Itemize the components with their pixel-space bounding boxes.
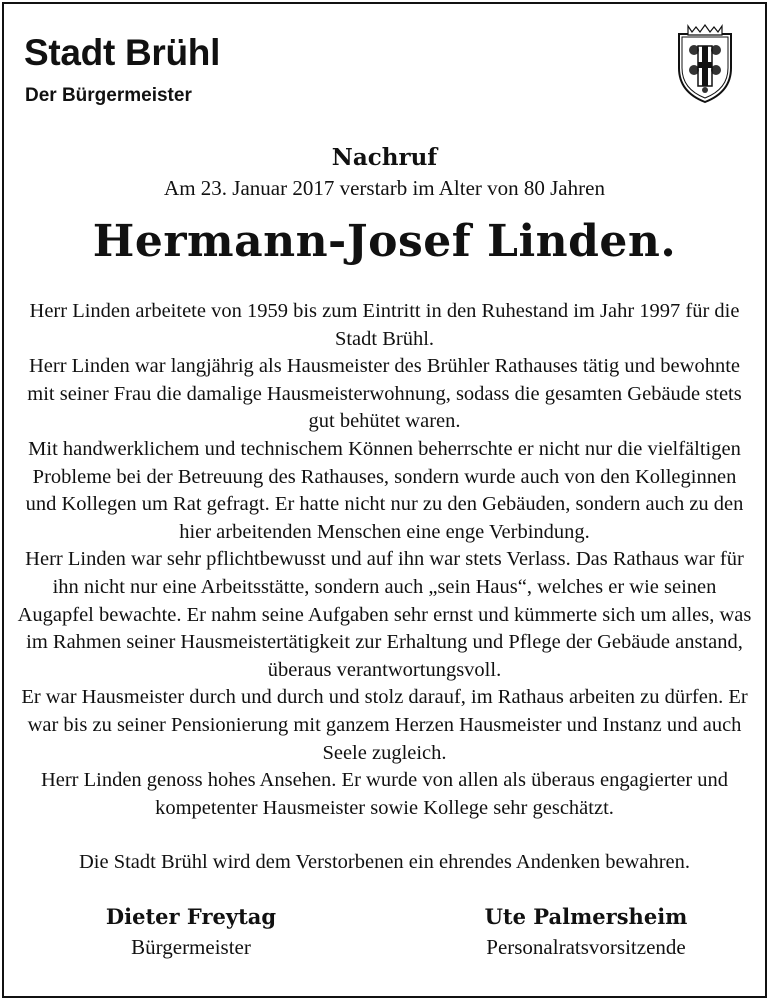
body-paragraph: Mit handwerklichem und technischem Können beherrschte er nicht nur die vielfältigen Probleme bei der Betreuung des Rathauses, sondern wurde auch von den Kolleginnen und Kollegen um Rat gefragt. Er hatte nicht nur zu den Gebäuden, sondern auch zu den hier arbeitenden Menschen eine enge Verbindung. (25, 437, 744, 543)
signatory-title: Personalratsvorsitzende (486, 935, 686, 959)
closing-line: Die Stadt Brühl wird dem Verstorbenen ein ehrendes Andenken bewahren. (78, 851, 691, 873)
signatory-title: Bürgermeister (131, 935, 251, 959)
signatory-name: Dieter Freytag (105, 904, 277, 929)
body-paragraph: Herr Linden war sehr pflichtbewusst und auf ihn war stets Verlass. Das Rathaus war für ihn nicht nur eine Arbeitsstätte, sondern auch „sein Haus“, welches er wie seinen Augapfel bewachte. Er nahm seine Aufgaben sehr ernst und kümmerte sich um alles, was im Rahmen seiner Hausmeistertätigkeit zur Erhaltung und Pflege der Gebäude anstand, überaus verantwortungsvoll. (17, 548, 752, 681)
body-paragraph: Herr Linden arbeitete von 1959 bis zum Eintritt in den Ruhestand im Jahr 1997 für die Stadt Brühl. (29, 300, 740, 350)
notice-heading: Nachruf (331, 144, 438, 171)
notice-subline: Am 23. Januar 2017 verstarb im Alter von 80 Jahren (164, 176, 605, 200)
body-paragraph: Herr Linden war langjährig als Hausmeister des Brühler Rathauses tätig und bewohnte mit seiner Frau die damalige Hausmeisterwohnung, sodass die gesamten Gebäude stets gut behütet waren. (27, 355, 742, 433)
obituary-notice (2, 2, 767, 998)
signature-staff-council (456, 904, 716, 960)
body-paragraph: Er war Hausmeister durch und durch und stolz darauf, im Rathaus arbeiten zu dürfen. Er war bis zu seiner Pensionierung mit ganzem Herzen Hausmeister und Instanz und auch Seele zugleich. (21, 686, 748, 764)
body-paragraph: Herr Linden genoss hohes Ansehen. Er wurde von allen als überaus engagierter und kompetenter Hausmeister sowie Kollege sehr geschätzt. (40, 769, 729, 819)
obituary-body (16, 298, 753, 822)
signature-mayor (96, 904, 286, 960)
signatory-name: Ute Palmersheim (484, 904, 688, 929)
deceased-name: Hermann-Josef Linden. (92, 216, 677, 267)
coat-of-arms-icon (676, 24, 734, 104)
city-name: Stadt Brühl (24, 32, 221, 73)
office-title: Der Bürgermeister (25, 85, 192, 106)
